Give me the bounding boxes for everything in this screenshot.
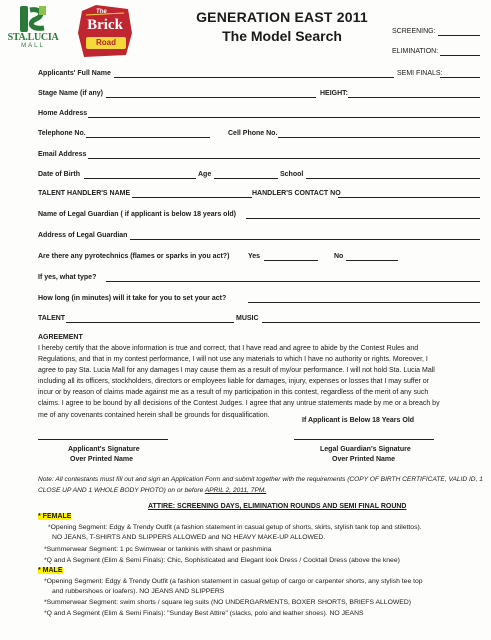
pyro-yes-field[interactable] <box>264 260 318 261</box>
talent-field[interactable] <box>66 322 234 323</box>
dob-field[interactable] <box>84 178 196 179</box>
agreement-line: including all its officers, stockholders, directors or employees liable for damages, injury, expenses or losses that I may suffer or <box>38 378 430 386</box>
male-label: * MALE <box>38 567 63 574</box>
page-title: GENERATION EAST 2011 <box>196 9 368 25</box>
talent-handler-field[interactable] <box>132 197 252 198</box>
page-subtitle: The Model Search <box>222 28 342 44</box>
telephone-field[interactable] <box>86 137 210 138</box>
handler-contact-label: HANDLER'S CONTACT NO <box>252 190 341 197</box>
duration-field[interactable] <box>248 302 480 303</box>
female-item: *Q and A Segment (Elim & Semi Finals): Chic, Sophisticated and Elegant look Dress / Cocktail Dress (above the knee) <box>44 557 400 564</box>
guardian-address-label: Address of Legal Guardian <box>38 232 128 239</box>
age-field[interactable] <box>214 178 278 179</box>
brick-road-logo <box>76 3 134 59</box>
male-item: *Summerwear Segment: swim shorts / square leg suits (NO UNDERGARMENTS, BOXER SHORTS, BRIEFS ALLOWED) <box>44 599 411 606</box>
mall-name: STA.LUCIA <box>7 32 59 43</box>
applicant-name-field[interactable] <box>114 77 394 78</box>
music-field[interactable] <box>262 322 480 323</box>
applicant-printed-name-label: Over Printed Name <box>70 456 134 463</box>
applicant-signature-field[interactable] <box>38 439 168 440</box>
guardian-signature-field[interactable] <box>294 439 434 440</box>
screening-field[interactable] <box>438 35 480 36</box>
email-field[interactable] <box>88 158 480 159</box>
below-18-label: If Applicant is Below 18 Years Old <box>302 417 415 424</box>
guardian-name-label: Name of Legal Guardian ( if applicant is below 18 years old) <box>38 211 236 218</box>
screening-label: SCREENING: <box>392 28 436 35</box>
agreement-text <box>38 343 488 421</box>
stage-name-field[interactable] <box>106 97 316 98</box>
semi-finals-field[interactable] <box>440 77 480 78</box>
note-deadline: APRIL 2, 2011, 7PM. <box>204 487 267 494</box>
home-address-field[interactable] <box>88 117 480 118</box>
age-label: Age <box>198 171 212 178</box>
pyro-yes-label: Yes <box>248 253 261 260</box>
height-field[interactable] <box>348 97 480 98</box>
stage-name-label: Stage Name (if any) <box>38 90 103 97</box>
pyro-no-label: No <box>334 253 344 260</box>
brand-road: Road <box>86 37 126 49</box>
guardian-printed-name-label: Over Printed Name <box>332 456 396 463</box>
talent-label: TALENT <box>38 315 66 322</box>
email-label: Email Address <box>38 151 87 158</box>
pyro-label: Are there any pyrotechnics (flames or sparks in you act?) <box>38 253 230 260</box>
guardian-name-field[interactable] <box>246 218 480 219</box>
applicant-signature-label: Applicant's Signature <box>68 446 140 453</box>
brand-the: The <box>96 9 107 15</box>
male-item: and rubbershoes or loafers). NO JEANS AND SLIPPERS <box>52 588 225 595</box>
agreement-line: me of any covenants contained herein shall be grounds for disqualification. <box>38 411 270 419</box>
female-item: *Opening Segment: Edgy & Trendy Outfit (a fashion statement in casual getup of shorts, skirts, stylish tank top and stilettos). <box>48 524 422 531</box>
telephone-label: Telephone No. <box>38 130 86 137</box>
brand-brick: Brick <box>87 17 123 33</box>
female-item: *Summerwear Segment: 1 pc Swimwear or tankinis with shawl or pashmina <box>44 546 272 553</box>
agreement-line: Regulations, and that in my contest performance, I will not use any materials to which I have no authority or rights. Moreover, I <box>38 356 428 364</box>
talent-handler-label: TALENT HANDLER'S NAME <box>38 190 131 197</box>
duration-label: How long (in minutes) will it take for you to set your act? <box>38 295 227 302</box>
home-address-label: Home Address <box>38 110 88 117</box>
agreement-line: I hereby certify that the above information is true and correct, that I have read and agree to abide by the Contest Rules and <box>38 345 419 352</box>
pyro-type-field[interactable] <box>106 281 480 282</box>
agreement-line: incur or by reason of claims made against me as a result of my participation in this contest, regardless of the merit of any such <box>38 389 429 397</box>
note-text: Note: All contestants must fill out and sign an Application Form and submit together with the requirements (COPY OF BIRTH CERTIFICATE, VALID ID, 1 CLOSE UP AND 1 WHOLE BODY PHOTO) on or before <box>38 476 483 494</box>
female-item: NO JEANS, T-SHIRTS AND SLIPPERS ALLOWED and NO HEAVY MAKE-UP ALLOWED. <box>52 534 326 541</box>
cell-phone-label: Cell Phone No. <box>228 130 278 137</box>
sta-lucia-mall-logo <box>4 4 62 52</box>
attire-heading: ATTIRE: SCREENING DAYS, ELIMINATION ROUNDS AND SEMI FINAL ROUND <box>148 503 407 510</box>
dob-label: Date of Birth <box>38 171 80 178</box>
elimination-label: ELIMINATION: <box>392 48 439 55</box>
height-label: HEIGHT: <box>320 90 348 97</box>
male-item: *Opening Segment: Edgy & Trendy Outfit (a fashion statement in casual getup of cargo or carpenter shorts, any stylish tee top <box>44 578 423 585</box>
pyro-no-field[interactable] <box>346 260 398 261</box>
agreement-line: claims. I agree to be bound by all decisions of the Contest Judges. I agree that any untrue statements made by me or a breach by <box>38 400 440 408</box>
submission-note <box>38 474 488 496</box>
pyro-type-label: If yes, what type? <box>38 274 97 281</box>
elimination-field[interactable] <box>440 55 480 56</box>
semi-finals-label: SEMI FINALS: <box>397 70 443 77</box>
cell-phone-field[interactable] <box>278 137 480 138</box>
agreement-heading: AGREEMENT <box>38 334 83 341</box>
guardian-address-field[interactable] <box>130 239 480 240</box>
sta-lucia-mark-icon <box>20 6 46 32</box>
female-label: * FEMALE <box>38 513 72 520</box>
music-label: MUSIC <box>236 315 259 322</box>
mall-sub: MALL <box>21 43 45 49</box>
applicant-name-label: Applicants' Full Name <box>38 70 111 77</box>
school-label: School <box>280 171 304 178</box>
guardian-signature-label: Legal Guardian's Signature <box>320 446 411 453</box>
school-field[interactable] <box>306 178 480 179</box>
male-item: *Q and A Segment (Elim & Semi Finals): "Sunday Best Attire" (slacks, polo and leather shoes). NO JEANS <box>44 610 364 617</box>
handler-contact-field[interactable] <box>338 197 480 198</box>
agreement-line: agree to pay Sta. Lucia Mall for any damages I may cause them as a result of my/our performance. I will not hold Sta. Lucia Mall <box>38 367 435 375</box>
